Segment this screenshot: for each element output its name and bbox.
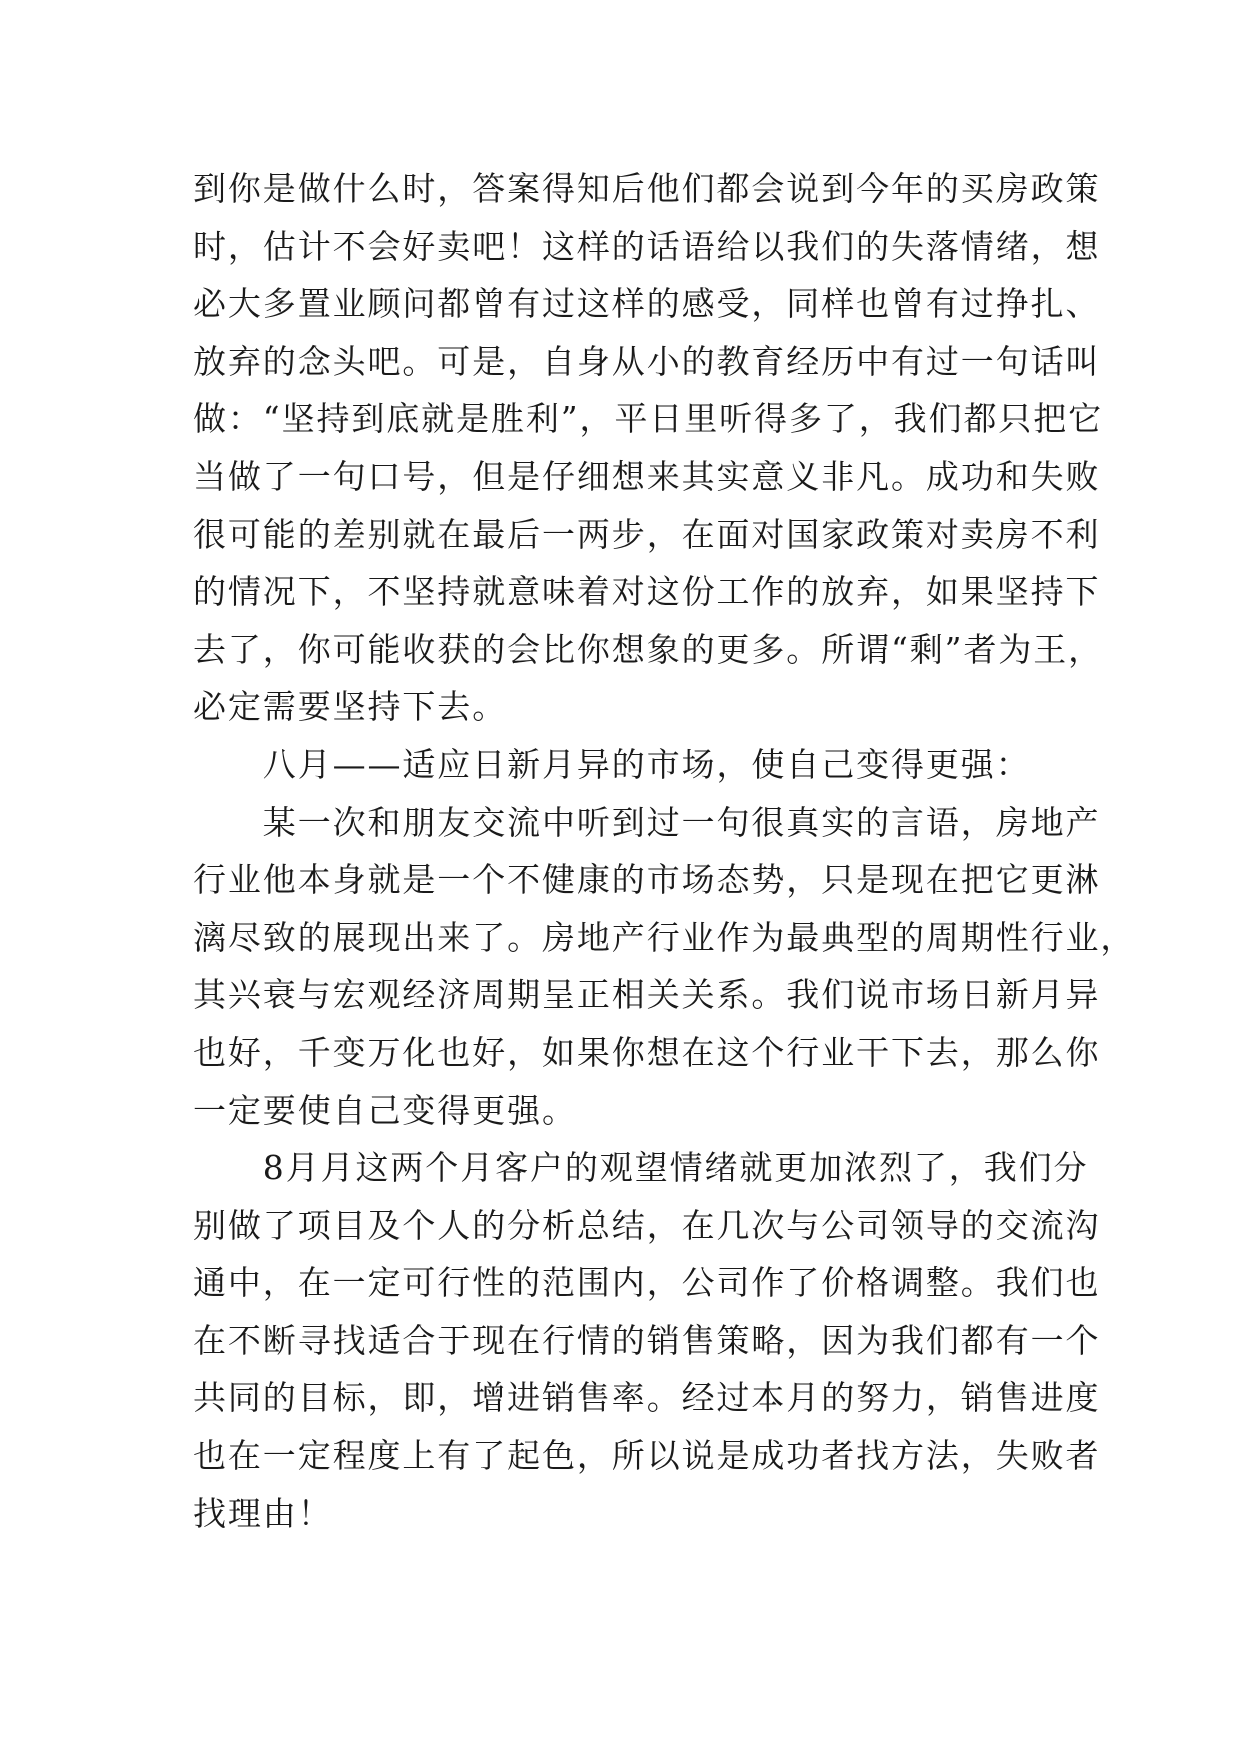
section-heading: 八月——适应日新月异的市场，使自己变得更强： bbox=[193, 744, 1031, 784]
text-line: 到你是做什么时，答案得知后他们都会说到今年的买房政策 bbox=[193, 169, 1101, 208]
text-line: 当做了一句口号，但是仔细想来其实意义非凡。成功和失败 bbox=[193, 456, 1101, 496]
text-line: 8月月这两个月客户的观望情绪就更加浓烈了，我们分 bbox=[193, 1148, 1089, 1188]
text-line: 漓尽致的展现出来了。房地产行业作为最典型的周期性行业， bbox=[193, 917, 1136, 957]
text-line: 去了，你可能收获的会比你想象的更多。所谓“剩”者为王， bbox=[193, 629, 1104, 669]
text-line: 行业他本身就是一个不健康的市场态势，只是现在把它更淋 bbox=[193, 860, 1101, 900]
text-line: 某一次和朋友交流中听到过一句很真实的言语，房地产 bbox=[193, 802, 1101, 842]
text-line: 通中，在一定可行性的范围内，公司作了价格调整。我们也 bbox=[193, 1263, 1101, 1303]
text-line: 必定需要坚持下去。 bbox=[193, 687, 508, 727]
text-line: 放弃的念头吧。可是，自身从小的教育经历中有过一句话叫 bbox=[193, 341, 1101, 381]
text-line: 很可能的差别就在最后一两步，在面对国家政策对卖房不利 bbox=[193, 514, 1101, 554]
text-line: 必大多置业顾问都曾有过这样的感受，同样也曾有过挣扎、 bbox=[193, 284, 1101, 324]
text-line: 时，估计不会好卖吧！这样的话语给以我们的失落情绪，想 bbox=[193, 226, 1101, 266]
body-text bbox=[193, 160, 1136, 1542]
text-line: 的情况下，不坚持就意味着对这份工作的放弃，如果坚持下 bbox=[193, 572, 1101, 612]
text-line: 在不断寻找适合于现在行情的销售策略，因为我们都有一个 bbox=[193, 1320, 1101, 1360]
text-line: 找理由！ bbox=[193, 1493, 333, 1533]
text-line: 做：“坚持到底就是胜利”，平日里听得多了，我们都只把它 bbox=[193, 399, 1104, 439]
text-line: 别做了项目及个人的分析总结，在几次与公司领导的交流沟 bbox=[193, 1205, 1101, 1245]
text-line: 也在一定程度上有了起色，所以说是成功者找方法，失败者 bbox=[193, 1436, 1101, 1476]
text-line: 其兴衰与宏观经济周期呈正相关关系。我们说市场日新月异 bbox=[193, 975, 1101, 1015]
text-line: 共同的目标，即，增进销售率。经过本月的努力，销售进度 bbox=[193, 1378, 1101, 1418]
text-line: 也好，千变万化也好，如果你想在这个行业干下去，那么你 bbox=[193, 1032, 1101, 1072]
text-line: 一定要使自己变得更强。 bbox=[193, 1090, 577, 1130]
